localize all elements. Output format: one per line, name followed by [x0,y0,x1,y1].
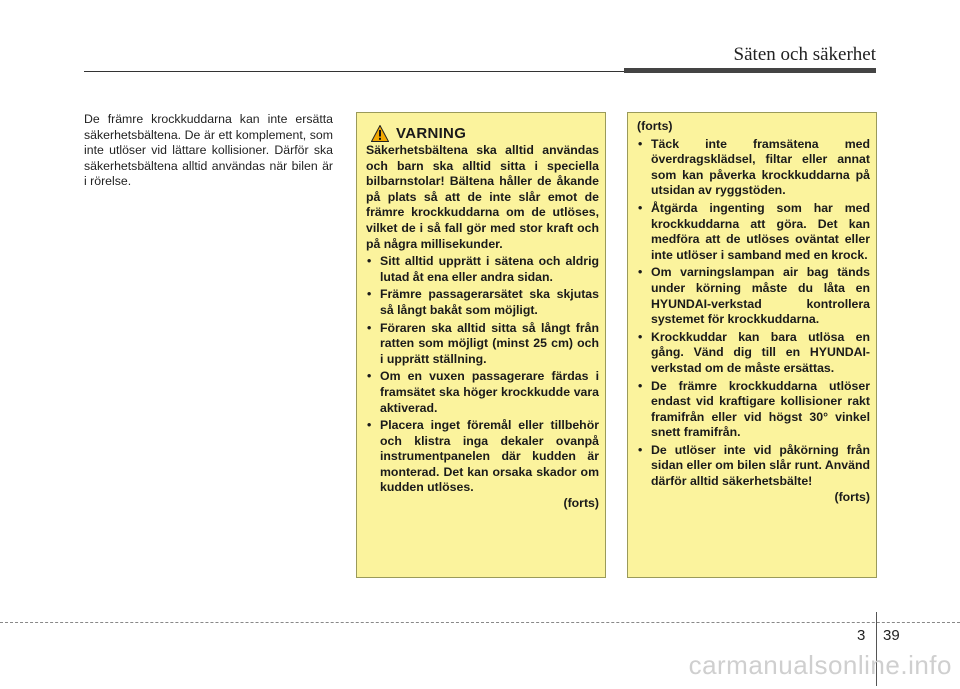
list-item: • Åtgärda ingenting som har med krockkuddarna att göra. Det kan medföra att de utlöses oväntat eller inte utlöser i samband med en krock. [637,201,870,263]
list-item: • De främre krockkuddarna utlöser endast vid kraftigare kollisioner rakt framifrån eller vid högst 30° vinkel snett framifrån. [637,379,870,441]
list-item: • Om en vuxen passagerare färdas i framsätet ska höger krockkudde vara aktiverad. [366,369,599,416]
warning-paragraph: Säkerhetsbältena ska alltid användas och barn ska alltid sitta i speciella bilbarnstolar! Bältena håller de åkande på plats så att de inte slår emot de främre krockkuddarna om de utlöses, vilket de i så fall gör med stor kraft och på några millisekunder. [366,143,599,251]
list-item: • Föraren ska alltid sitta så långt från ratten som möjligt (minst 25 cm) och i upprätt ställning. [366,321,599,368]
list-item: • Sitt alltid upprätt i sätena och aldrig lutad åt ena eller andra sidan. [366,254,599,285]
warning-box [356,112,606,578]
continued-list [637,137,870,490]
continued-heading: (forts) [637,119,673,133]
list-item: • Krockkuddar kan bara utlösa en gång. Vänd dig till en HYUNDAI-verkstad om de måste ersättas. [637,330,870,377]
section-title: Säten och säkerhet [733,44,876,65]
list-item: • Om varningslampan air bag tänds under körning måste du låta en HYUNDAI-verkstad kontrollera systemet för krockkuddarna. [637,265,870,327]
warning-list [366,254,599,496]
page-number: 39 [883,627,900,644]
header-rule [84,71,624,72]
chapter-number: 3 [857,627,866,644]
continued-marker: (forts) [834,489,870,504]
intro-paragraph: De främre krockkuddarna kan inte ersätta säkerhetsbältena. De är ett komplement, som inte utlöser vid lättare kollisioner. Därför ska säkerhetsbältena alltid användas när bilen är i rörelse. [84,112,333,189]
warning-title: VARNING [396,124,467,142]
header-rule-accent [624,68,876,73]
watermark: carmanualsonline.info [688,650,952,680]
list-item: • Täck inte framsätena med överdragsklädsel, filtar eller annat som kan påverka krockkuddarna på utsidan av ryggstöden. [637,137,870,199]
list-item: • Placera inget föremål eller tillbehör och klistra inga dekaler ovanpå instrumentpanelen där kudden är monterad. Det kan orsaka skador om kudden utlöses. [366,418,599,496]
footer-divider [0,622,960,623]
warning-triangle-icon [371,125,389,142]
warning-header [371,125,599,142]
continued-warning-box [627,112,877,578]
list-item: • De utlöser inte vid påkörning från sidan eller om bilen slår runt. Använd därför alltid säkerhetsbälte! [637,443,870,490]
list-item: • Främre passagerarsätet ska skjutas så långt bakåt som möjligt. [366,287,599,318]
continued-marker: (forts) [563,496,599,511]
